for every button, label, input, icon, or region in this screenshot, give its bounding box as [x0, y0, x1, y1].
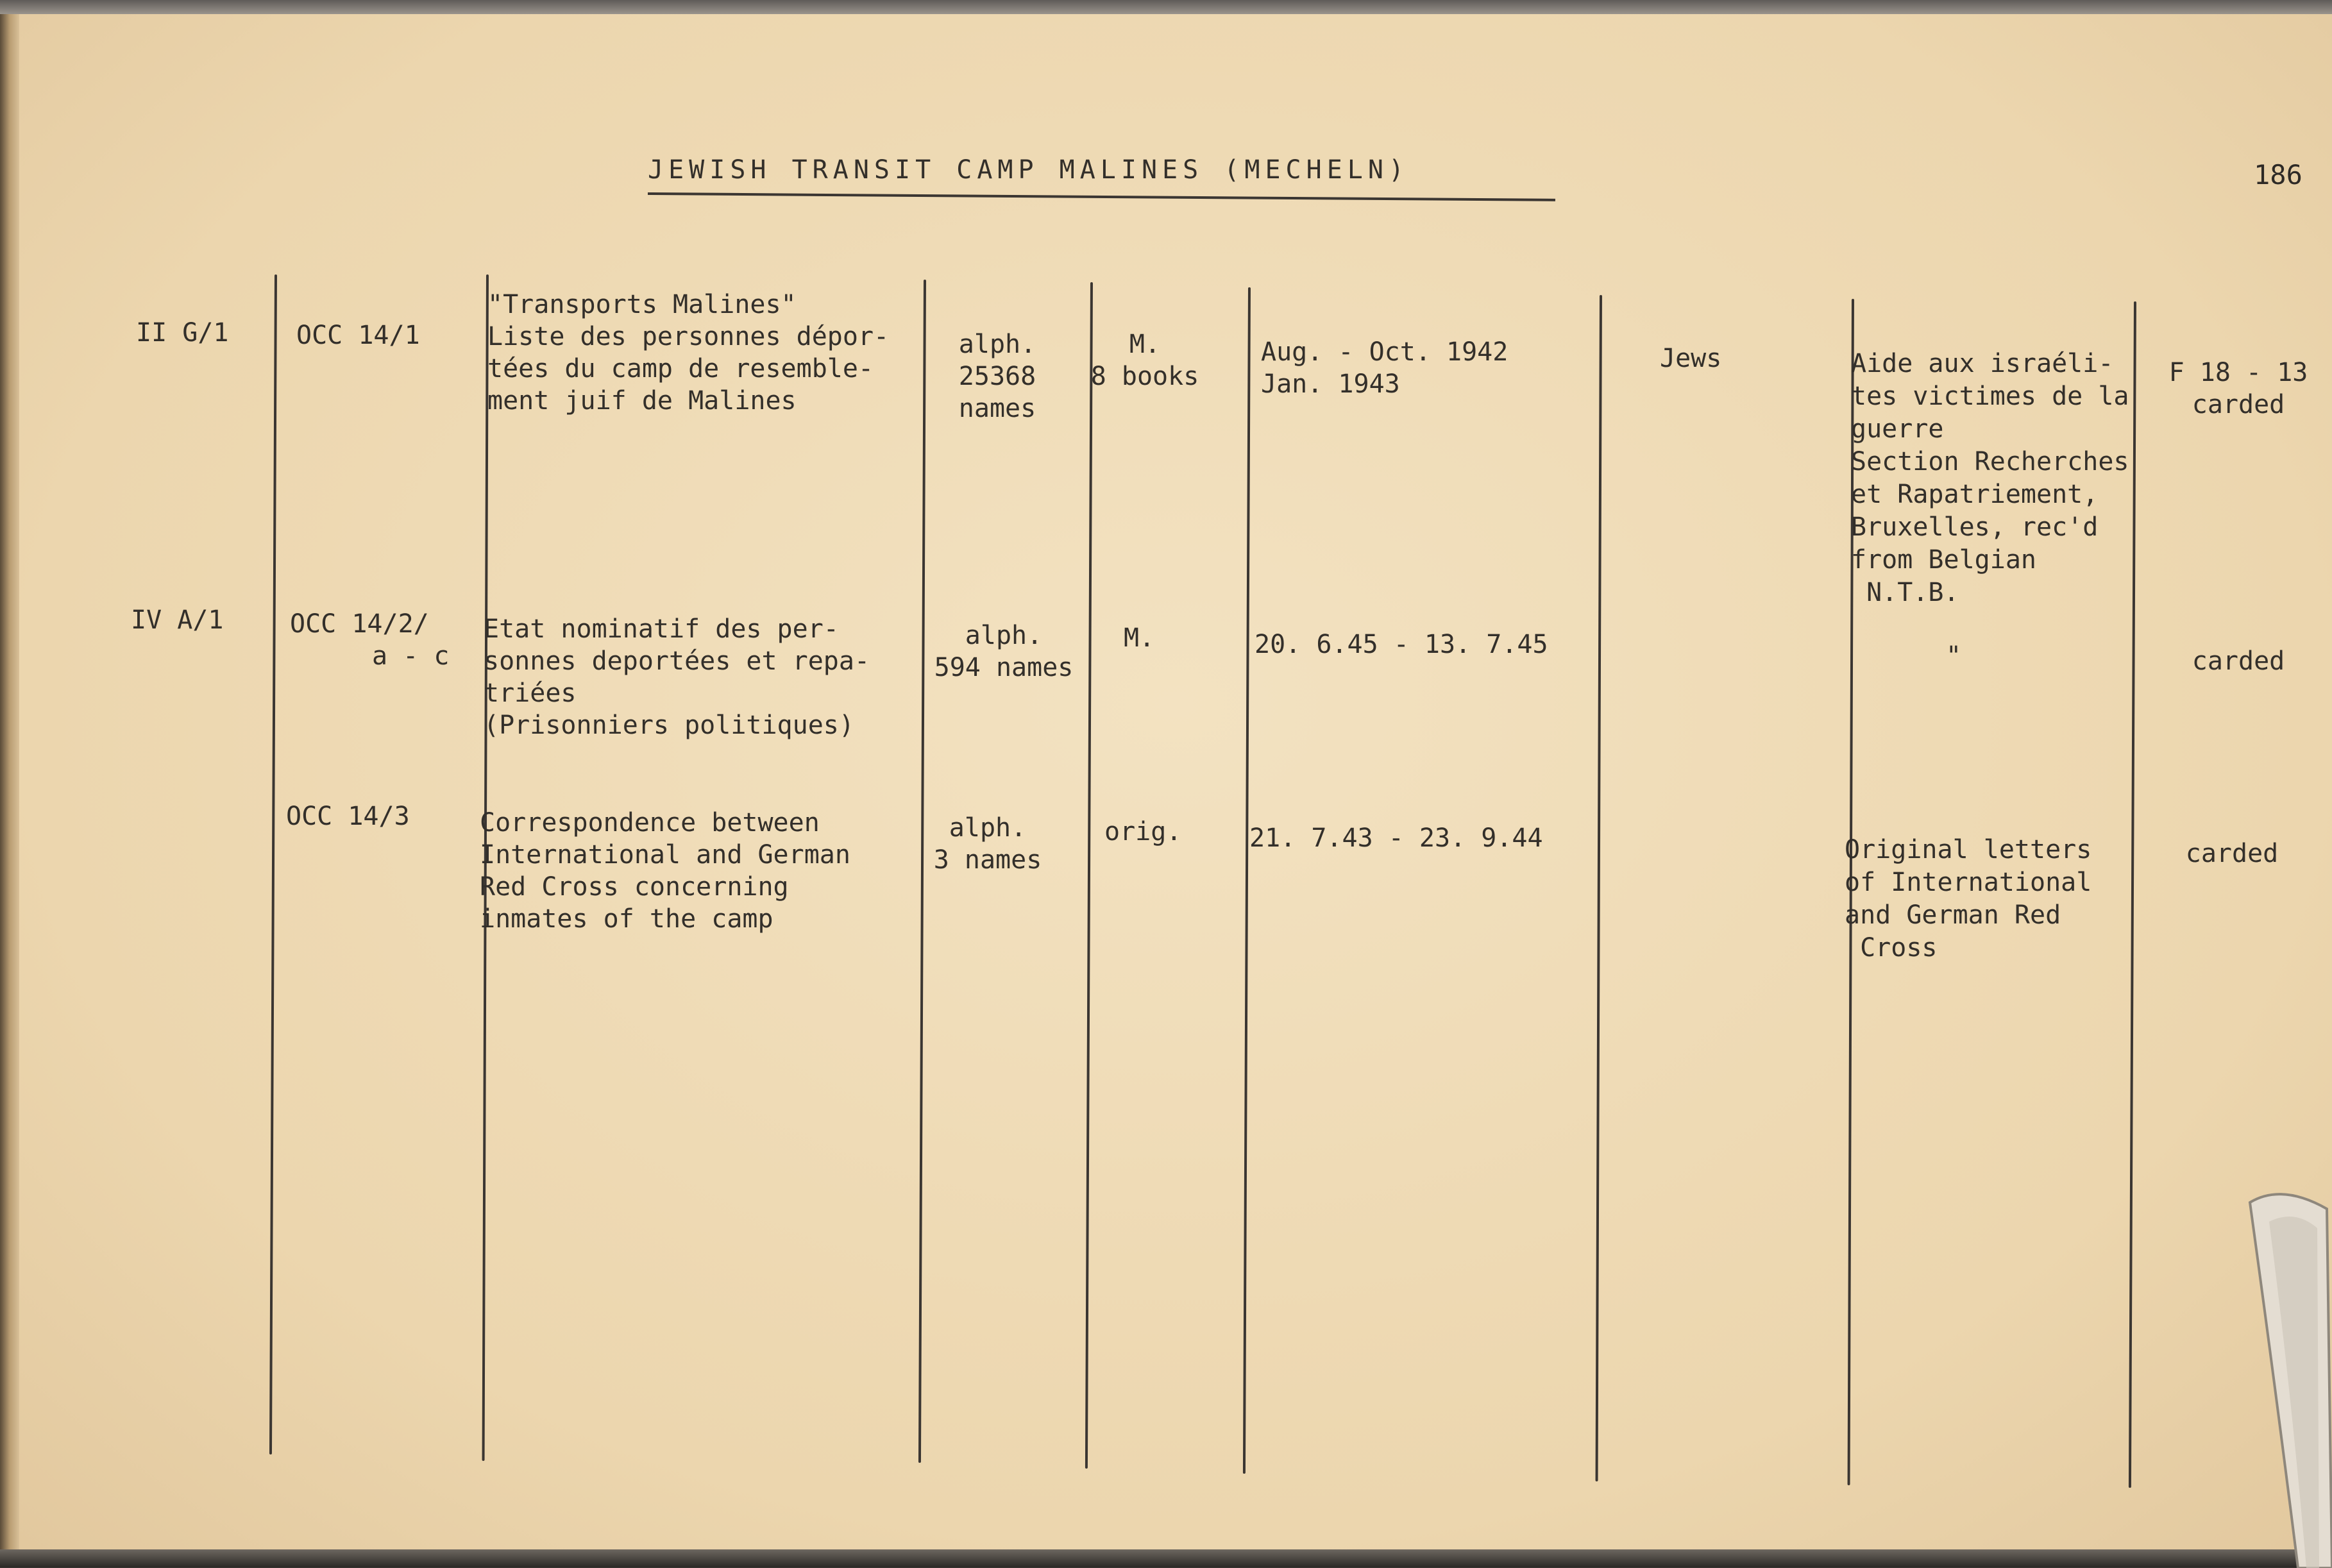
row1-period: Aug. - Oct. 1942 Jan. 1943 — [1261, 337, 1508, 399]
row1-arrangement: alph. 25368 names — [958, 330, 1036, 423]
row3-remarks: carded — [2185, 839, 2279, 868]
row2-form: M. — [1124, 623, 1155, 653]
row3-form: orig. — [1104, 817, 1182, 847]
row3-arrangement: alph. 3 names — [933, 813, 1042, 875]
row3-description: Correspondence between International and German Red Cross concerning inmates of the camp — [480, 808, 850, 934]
row2-signature: OCC 14/2/ — [290, 609, 429, 639]
row2-period: 20. 6.45 - 13. 7.45 — [1255, 630, 1548, 659]
row1-form: M. 8 books — [1090, 330, 1199, 391]
row2-arrangement: alph. 594 names — [934, 621, 1074, 682]
page-title: JEWISH TRANSIT CAMP MALINES (MECHELN) — [648, 155, 1410, 185]
page-number: 186 — [2254, 159, 2302, 190]
row2-remarks: carded — [2192, 646, 2285, 676]
row2-description: Etat nominatif des per- sonnes deportées et repa- triées (Prisonniers politiques) — [484, 614, 870, 740]
row3-period: 21. 7.43 - 23. 9.44 — [1249, 823, 1543, 853]
book-binding-edge — [0, 0, 19, 1567]
row1-classification: II G/1 — [136, 318, 229, 348]
row1-description: "Transports Malines" Liste des personnes dépor- tées du camp de resemble- ment juif de Malines — [487, 290, 890, 416]
row2-source: " — [1946, 641, 1962, 671]
scan-bottom-edge — [0, 1549, 2332, 1567]
row1-group: Jews — [1660, 344, 1722, 373]
row2-signature-sub: a - c — [372, 641, 450, 671]
row1-source: Aide aux israéli- tes victimes de la guerre Section Recherches et Rapatriement, Bruxelles, rec'd from Belgian N.T.B. — [1851, 349, 2129, 607]
ledger-page — [19, 14, 2332, 1549]
scan-top-edge — [0, 0, 2332, 14]
row3-signature: OCC 14/3 — [286, 802, 410, 831]
row1-remarks: F 18 - 13 carded — [2168, 358, 2308, 419]
row2-classification: IV A/1 — [131, 605, 224, 635]
tweezer-tip — [2237, 1183, 2332, 1568]
row1-signature: OCC 14/1 — [296, 321, 420, 350]
row3-source: Original letters of International and German Red Cross — [1845, 835, 2092, 963]
